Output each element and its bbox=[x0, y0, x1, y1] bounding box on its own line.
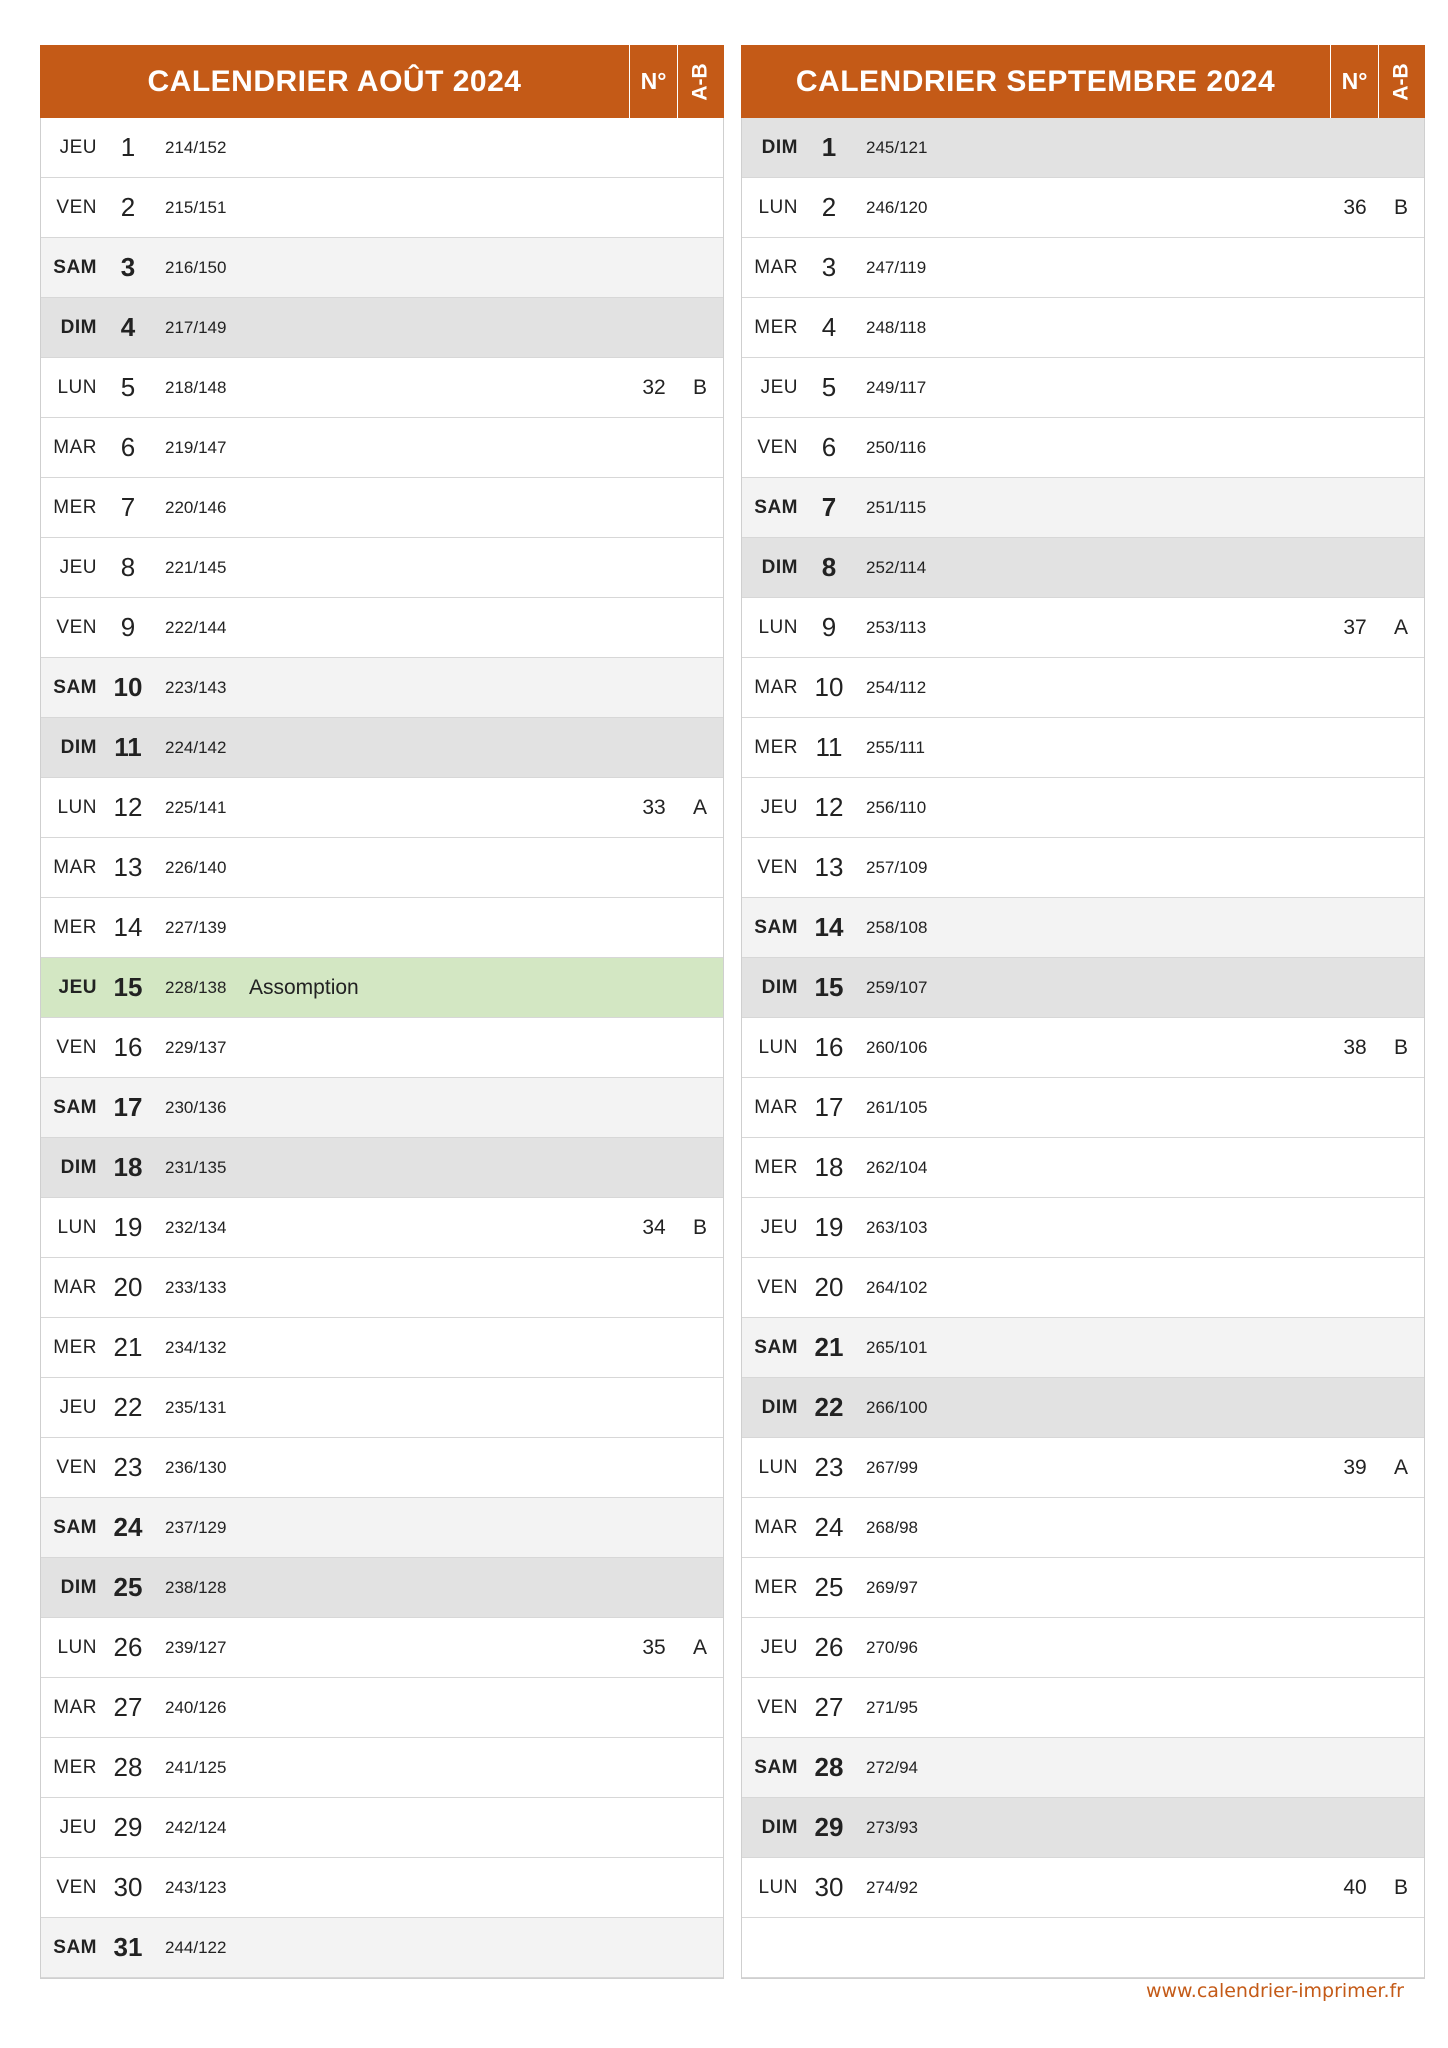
day-number: 22 bbox=[814, 1392, 844, 1422]
day-number: 4 bbox=[821, 312, 837, 342]
day-row bbox=[41, 1438, 723, 1498]
day-number: 25 bbox=[113, 1572, 143, 1602]
day-row bbox=[742, 418, 1424, 478]
day-of-week: LUN bbox=[57, 796, 97, 818]
day-of-year: 244/122 bbox=[165, 1937, 227, 1957]
day-rows bbox=[742, 118, 1424, 1978]
day-of-week: LUN bbox=[758, 616, 798, 638]
day-of-week: MER bbox=[53, 496, 97, 518]
week-number: 36 bbox=[1343, 195, 1367, 219]
ab-week: B bbox=[1393, 1035, 1408, 1059]
day-of-week: SAM bbox=[53, 1516, 97, 1538]
day-of-year: 226/140 bbox=[165, 857, 227, 877]
day-number: 10 bbox=[814, 672, 844, 702]
day-number: 30 bbox=[814, 1872, 844, 1902]
day-of-week: MER bbox=[754, 1576, 798, 1598]
footer-website[interactable]: www.calendrier-imprimer.fr bbox=[1145, 1980, 1404, 2002]
day-number: 1 bbox=[821, 132, 837, 162]
day-row bbox=[41, 298, 723, 358]
day-of-week: MAR bbox=[754, 676, 798, 698]
day-number: 15 bbox=[113, 972, 143, 1002]
day-of-week: DIM bbox=[761, 556, 798, 578]
day-row bbox=[742, 1078, 1424, 1138]
day-row bbox=[41, 958, 723, 1018]
day-of-week: MER bbox=[53, 1336, 97, 1358]
day-row bbox=[41, 1798, 723, 1858]
day-of-year: 252/114 bbox=[866, 557, 927, 577]
week-number: 32 bbox=[642, 375, 666, 399]
day-of-year: 259/107 bbox=[866, 977, 928, 997]
day-of-week: DIM bbox=[761, 1396, 798, 1418]
day-of-year: 250/116 bbox=[866, 437, 927, 457]
day-of-year: 237/129 bbox=[165, 1517, 227, 1537]
day-number: 25 bbox=[814, 1572, 844, 1602]
day-of-year: 251/115 bbox=[866, 497, 927, 517]
day-of-week: LUN bbox=[758, 1036, 798, 1058]
ab-week: A bbox=[1393, 1455, 1408, 1479]
day-of-year: 240/126 bbox=[165, 1697, 227, 1717]
day-row bbox=[742, 1618, 1424, 1678]
day-row bbox=[41, 118, 723, 178]
day-number: 27 bbox=[113, 1692, 143, 1722]
day-of-year: 258/108 bbox=[866, 917, 928, 937]
day-row bbox=[41, 598, 723, 658]
day-of-week: MAR bbox=[53, 436, 97, 458]
ab-week-header-label: A-B bbox=[688, 62, 712, 101]
day-of-year: 234/132 bbox=[165, 1337, 227, 1357]
day-row bbox=[742, 1198, 1424, 1258]
day-number: 29 bbox=[113, 1812, 143, 1842]
day-number: 2 bbox=[821, 192, 837, 222]
day-number: 15 bbox=[814, 972, 844, 1002]
day-row bbox=[742, 898, 1424, 958]
day-row bbox=[41, 1558, 723, 1618]
day-number: 3 bbox=[821, 252, 837, 282]
day-of-year: 267/99 bbox=[866, 1457, 918, 1477]
day-number: 31 bbox=[113, 1932, 143, 1962]
day-row bbox=[41, 718, 723, 778]
day-of-week: JEU bbox=[59, 556, 97, 578]
day-of-week: VEN bbox=[56, 616, 97, 638]
day-of-week: SAM bbox=[53, 676, 97, 698]
day-of-year: 246/120 bbox=[866, 197, 928, 217]
day-row bbox=[742, 1318, 1424, 1378]
day-of-year: 219/147 bbox=[165, 437, 227, 457]
ab-week: B bbox=[1393, 195, 1408, 219]
day-number: 2 bbox=[120, 192, 136, 222]
day-number: 16 bbox=[113, 1032, 143, 1062]
day-of-week: LUN bbox=[758, 1876, 798, 1898]
day-of-year: 232/134 bbox=[165, 1217, 227, 1237]
day-of-year: 214/152 bbox=[165, 137, 227, 157]
day-row bbox=[742, 958, 1424, 1018]
day-of-week: JEU bbox=[760, 1216, 798, 1238]
day-number: 4 bbox=[120, 312, 136, 342]
day-of-year: 261/105 bbox=[866, 1097, 928, 1117]
day-row bbox=[41, 1138, 723, 1198]
day-row bbox=[742, 1798, 1424, 1858]
day-of-week: VEN bbox=[56, 196, 97, 218]
day-of-year: 216/150 bbox=[165, 257, 227, 277]
calendar-title: CALENDRIER AOÛT 2024 bbox=[147, 64, 522, 98]
day-of-year: 217/149 bbox=[165, 317, 227, 337]
day-of-year: 229/137 bbox=[165, 1037, 227, 1057]
day-of-week: JEU bbox=[59, 1396, 97, 1418]
day-row bbox=[742, 658, 1424, 718]
day-number: 28 bbox=[113, 1752, 143, 1782]
day-number: 11 bbox=[815, 732, 843, 762]
ab-week: A bbox=[692, 795, 707, 819]
day-of-week: VEN bbox=[757, 1276, 798, 1298]
day-of-year: 247/119 bbox=[866, 257, 927, 277]
day-of-year: 270/96 bbox=[866, 1637, 918, 1657]
day-number: 29 bbox=[814, 1812, 844, 1842]
day-number: 19 bbox=[814, 1212, 844, 1242]
day-of-year: 241/125 bbox=[165, 1757, 227, 1777]
day-of-week: MER bbox=[53, 1756, 97, 1778]
day-row bbox=[742, 1258, 1424, 1318]
day-of-year: 264/102 bbox=[866, 1277, 928, 1297]
day-number: 24 bbox=[814, 1512, 844, 1542]
day-number: 27 bbox=[814, 1692, 844, 1722]
day-number: 30 bbox=[113, 1872, 143, 1902]
day-of-week: MAR bbox=[754, 256, 798, 278]
day-number: 12 bbox=[814, 792, 844, 822]
day-number: 26 bbox=[113, 1632, 143, 1662]
day-of-week: JEU bbox=[760, 796, 798, 818]
calendar-september bbox=[741, 45, 1425, 1979]
day-of-week: DIM bbox=[761, 136, 798, 158]
day-row bbox=[41, 238, 723, 298]
ab-week-header bbox=[677, 45, 724, 118]
day-of-year: 230/136 bbox=[165, 1097, 227, 1117]
day-of-year: 235/131 bbox=[165, 1397, 227, 1417]
day-of-week: DIM bbox=[60, 316, 97, 338]
day-number: 5 bbox=[120, 372, 136, 402]
day-of-year: 242/124 bbox=[165, 1817, 227, 1837]
day-row bbox=[41, 1918, 723, 1978]
day-of-week: MAR bbox=[53, 1276, 97, 1298]
day-of-week: DIM bbox=[60, 736, 97, 758]
day-number: 1 bbox=[120, 132, 136, 162]
day-number: 23 bbox=[113, 1452, 143, 1482]
day-row bbox=[41, 1678, 723, 1738]
day-of-week: JEU bbox=[58, 976, 97, 998]
week-number-header: N° bbox=[1330, 45, 1378, 118]
day-number: 8 bbox=[821, 552, 837, 582]
day-of-week: MAR bbox=[754, 1516, 798, 1538]
day-row bbox=[742, 1558, 1424, 1618]
day-number: 7 bbox=[120, 492, 136, 522]
day-of-year: 248/118 bbox=[866, 317, 927, 337]
day-number: 23 bbox=[814, 1452, 844, 1482]
day-number: 20 bbox=[113, 1272, 143, 1302]
day-of-year: 245/121 bbox=[866, 137, 928, 157]
day-of-year: 263/103 bbox=[866, 1217, 928, 1237]
day-of-week: MER bbox=[754, 1156, 798, 1178]
day-of-year: 249/117 bbox=[866, 377, 927, 397]
week-number: 38 bbox=[1343, 1035, 1367, 1059]
day-row bbox=[742, 838, 1424, 898]
day-row bbox=[742, 298, 1424, 358]
day-number: 13 bbox=[814, 852, 844, 882]
day-of-week: SAM bbox=[754, 916, 798, 938]
day-number: 6 bbox=[120, 432, 136, 462]
week-number: 34 bbox=[642, 1215, 666, 1239]
day-row bbox=[41, 1618, 723, 1678]
day-of-year: 243/123 bbox=[165, 1877, 227, 1897]
day-of-year: 274/92 bbox=[866, 1877, 918, 1897]
day-of-week: VEN bbox=[56, 1876, 97, 1898]
day-of-week: VEN bbox=[757, 436, 798, 458]
calendar-title: CALENDRIER SEPTEMBRE 2024 bbox=[795, 64, 1276, 98]
day-of-week: MER bbox=[754, 736, 798, 758]
day-of-week: SAM bbox=[53, 1096, 97, 1118]
calendar-header bbox=[741, 45, 1425, 118]
day-of-week: VEN bbox=[757, 1696, 798, 1718]
day-of-week: VEN bbox=[56, 1456, 97, 1478]
day-of-year: 262/104 bbox=[866, 1157, 928, 1177]
day-of-week: DIM bbox=[60, 1576, 97, 1598]
day-row bbox=[742, 598, 1424, 658]
day-of-year: 236/130 bbox=[165, 1457, 227, 1477]
day-of-year: 257/109 bbox=[866, 857, 928, 877]
day-number: 17 bbox=[814, 1092, 844, 1122]
week-number-header: N° bbox=[629, 45, 677, 118]
ab-week: A bbox=[1393, 615, 1408, 639]
day-of-year: 239/127 bbox=[165, 1637, 227, 1657]
day-of-week: SAM bbox=[53, 256, 97, 278]
day-number: 13 bbox=[113, 852, 143, 882]
day-number: 20 bbox=[814, 1272, 844, 1302]
calendar-august bbox=[40, 45, 724, 1979]
day-number: 14 bbox=[113, 912, 143, 942]
day-of-week: MAR bbox=[53, 856, 97, 878]
day-number: 28 bbox=[814, 1752, 844, 1782]
day-of-year: 238/128 bbox=[165, 1577, 227, 1597]
day-row bbox=[41, 418, 723, 478]
day-number: 18 bbox=[113, 1152, 143, 1182]
day-number: 21 bbox=[814, 1332, 844, 1362]
day-row bbox=[41, 178, 723, 238]
day-number: 19 bbox=[113, 1212, 143, 1242]
day-number: 8 bbox=[120, 552, 136, 582]
day-row bbox=[41, 658, 723, 718]
day-row bbox=[41, 538, 723, 598]
day-row bbox=[742, 178, 1424, 238]
day-of-year: 254/112 bbox=[866, 677, 927, 697]
calendar-header bbox=[40, 45, 724, 118]
day-row bbox=[41, 1258, 723, 1318]
day-of-week: JEU bbox=[59, 136, 97, 158]
day-number: 7 bbox=[821, 492, 837, 522]
day-number: 22 bbox=[113, 1392, 143, 1422]
day-of-year: 255/111 bbox=[866, 737, 925, 757]
day-of-year: 269/97 bbox=[866, 1577, 918, 1597]
day-row bbox=[742, 1018, 1424, 1078]
day-row bbox=[742, 478, 1424, 538]
day-row bbox=[41, 778, 723, 838]
day-of-year: 256/110 bbox=[866, 797, 927, 817]
day-of-year: 260/106 bbox=[866, 1037, 928, 1057]
week-number: 35 bbox=[642, 1635, 666, 1659]
day-number: 5 bbox=[821, 372, 837, 402]
day-row bbox=[41, 838, 723, 898]
day-of-week: SAM bbox=[53, 1936, 97, 1958]
day-of-week: DIM bbox=[60, 1156, 97, 1178]
day-of-year: 271/95 bbox=[866, 1697, 918, 1717]
day-of-week: SAM bbox=[754, 1756, 798, 1778]
day-of-year: 273/93 bbox=[866, 1817, 918, 1837]
day-of-week: JEU bbox=[760, 1636, 798, 1658]
day-number: 24 bbox=[113, 1512, 143, 1542]
day-of-year: 253/113 bbox=[866, 617, 927, 637]
day-row bbox=[742, 358, 1424, 418]
day-of-week: MER bbox=[754, 316, 798, 338]
day-number: 11 bbox=[114, 732, 142, 762]
ab-week: B bbox=[1393, 1875, 1408, 1899]
day-of-week: LUN bbox=[57, 1636, 97, 1658]
day-number: 3 bbox=[120, 252, 136, 282]
day-number: 9 bbox=[821, 612, 837, 642]
day-of-year: 233/133 bbox=[165, 1277, 227, 1297]
day-of-year: 220/146 bbox=[165, 497, 227, 517]
day-number: 16 bbox=[814, 1032, 844, 1062]
day-number: 6 bbox=[821, 432, 837, 462]
day-of-week: VEN bbox=[757, 856, 798, 878]
empty-row bbox=[742, 1918, 1424, 1978]
day-rows bbox=[41, 118, 723, 1978]
ab-week-header bbox=[1378, 45, 1425, 118]
day-of-year: 265/101 bbox=[866, 1337, 928, 1357]
day-of-week: SAM bbox=[754, 496, 798, 518]
day-number: 26 bbox=[814, 1632, 844, 1662]
day-row bbox=[41, 478, 723, 538]
day-row bbox=[41, 1378, 723, 1438]
day-number: 21 bbox=[113, 1332, 143, 1362]
day-row bbox=[41, 1858, 723, 1918]
day-number: 12 bbox=[113, 792, 143, 822]
day-of-week: DIM bbox=[761, 976, 798, 998]
day-of-year: 225/141 bbox=[165, 797, 227, 817]
day-of-week: LUN bbox=[758, 1456, 798, 1478]
event-label: Assomption bbox=[249, 975, 359, 999]
week-number: 33 bbox=[642, 795, 666, 819]
day-row bbox=[41, 898, 723, 958]
day-of-year: 224/142 bbox=[165, 737, 227, 757]
day-of-year: 228/138 bbox=[165, 977, 227, 997]
day-row bbox=[41, 358, 723, 418]
day-of-year: 266/100 bbox=[866, 1397, 928, 1417]
day-of-year: 221/145 bbox=[165, 557, 227, 577]
day-row bbox=[41, 1198, 723, 1258]
day-of-week: MAR bbox=[754, 1096, 798, 1118]
day-number: 18 bbox=[814, 1152, 844, 1182]
day-of-year: 223/143 bbox=[165, 677, 227, 697]
day-of-year: 268/98 bbox=[866, 1517, 918, 1537]
day-row bbox=[742, 1438, 1424, 1498]
day-of-week: JEU bbox=[59, 1816, 97, 1838]
day-row bbox=[742, 118, 1424, 178]
day-row bbox=[41, 1318, 723, 1378]
day-row bbox=[742, 778, 1424, 838]
week-number: 37 bbox=[1343, 615, 1367, 639]
day-number: 14 bbox=[814, 912, 844, 942]
week-number: 39 bbox=[1343, 1455, 1367, 1479]
day-row bbox=[41, 1018, 723, 1078]
ab-week-header-label: A-B bbox=[1389, 62, 1413, 101]
day-of-week: MAR bbox=[53, 1696, 97, 1718]
day-of-week: LUN bbox=[758, 196, 798, 218]
ab-week: B bbox=[692, 1215, 707, 1239]
day-number: 9 bbox=[120, 612, 136, 642]
day-row bbox=[742, 1498, 1424, 1558]
day-of-week: SAM bbox=[754, 1336, 798, 1358]
day-row bbox=[742, 1858, 1424, 1918]
ab-week: A bbox=[692, 1635, 707, 1659]
day-row bbox=[742, 1678, 1424, 1738]
day-row bbox=[742, 238, 1424, 298]
day-of-year: 218/148 bbox=[165, 377, 227, 397]
day-of-week: JEU bbox=[760, 376, 798, 398]
day-of-week: LUN bbox=[57, 1216, 97, 1238]
day-row bbox=[41, 1498, 723, 1558]
day-row bbox=[742, 718, 1424, 778]
day-row bbox=[742, 1138, 1424, 1198]
day-of-week: VEN bbox=[56, 1036, 97, 1058]
day-row bbox=[742, 1378, 1424, 1438]
ab-week: B bbox=[692, 375, 707, 399]
day-number: 17 bbox=[113, 1092, 143, 1122]
day-of-week: LUN bbox=[57, 376, 97, 398]
week-number: 40 bbox=[1343, 1875, 1367, 1899]
day-row bbox=[41, 1078, 723, 1138]
day-row bbox=[41, 1738, 723, 1798]
day-of-week: DIM bbox=[761, 1816, 798, 1838]
day-of-year: 215/151 bbox=[165, 197, 227, 217]
day-of-year: 272/94 bbox=[866, 1757, 918, 1777]
day-of-year: 227/139 bbox=[165, 917, 227, 937]
day-row bbox=[742, 538, 1424, 598]
day-row bbox=[742, 1738, 1424, 1798]
day-of-week: MER bbox=[53, 916, 97, 938]
day-of-year: 222/144 bbox=[165, 617, 227, 637]
day-of-year: 231/135 bbox=[165, 1157, 227, 1177]
day-number: 10 bbox=[113, 672, 143, 702]
